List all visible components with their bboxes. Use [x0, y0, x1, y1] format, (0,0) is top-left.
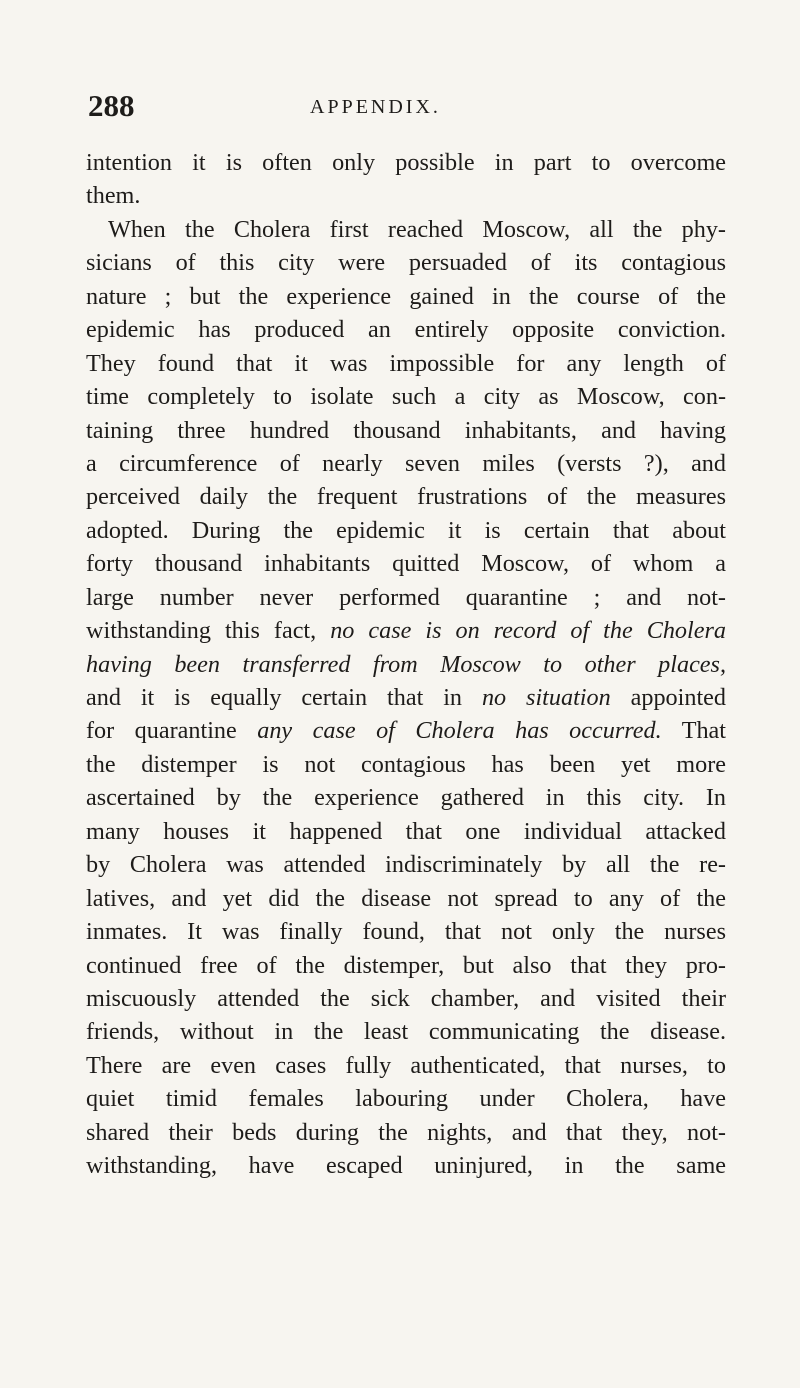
text-line	[86, 1049, 726, 1082]
text-line	[86, 748, 726, 781]
text-segment: and it is equally certain that in	[86, 684, 482, 711]
text-line	[86, 179, 726, 212]
text-line	[86, 280, 726, 313]
italic-text: no situation	[481, 684, 611, 711]
text-segment: adopted. During the epidemic it is certain that about	[86, 516, 726, 544]
text-line	[86, 815, 726, 848]
text-segment: forty thousand inhabitants quitted Moscow, of whom a	[86, 550, 726, 578]
text-segment: perceived daily the frequent frustrations of the measures	[86, 483, 726, 511]
text-line	[86, 848, 726, 881]
text-line	[86, 882, 726, 915]
text-segment: appointed	[610, 684, 726, 711]
text-line	[86, 547, 726, 580]
text-line	[86, 614, 726, 647]
text-segment: a circumference of nearly seven miles (versts ?), and	[86, 449, 726, 477]
text-segment: many houses it happened that one individual attacked	[86, 817, 726, 845]
text-line	[86, 915, 726, 948]
text-segment: large number never performed quarantine ; and not-	[86, 583, 726, 611]
text-segment: continued free of the distemper, but also that they pro-	[86, 951, 726, 979]
text-segment: withstanding this fact,	[86, 617, 331, 645]
text-segment: taining three hundred thousand inhabitants, and having	[86, 416, 726, 444]
text-line	[86, 146, 726, 179]
text-line	[86, 447, 726, 480]
text-line	[86, 1015, 726, 1048]
italic-text: any case of Cholera has occurred.	[257, 717, 662, 745]
text-line	[86, 1149, 726, 1182]
text-line	[86, 414, 726, 447]
text-line	[86, 581, 726, 614]
italic-text: having been transferred from Moscow to other places,	[86, 650, 726, 678]
text-segment: quiet timid females labouring under Cholera, have	[86, 1085, 726, 1113]
text-line	[86, 313, 726, 346]
italic-text: no case is on record of the Cholera	[330, 617, 726, 645]
text-line	[86, 213, 726, 246]
page-number: 288	[88, 88, 135, 123]
running-head: APPENDIX.	[310, 96, 441, 118]
text-segment: When the Cholera first reached Moscow, all the phy-	[108, 215, 726, 243]
text-line	[86, 681, 726, 714]
text-segment: There are even cases fully authenticated, that nurses, to	[86, 1051, 726, 1079]
text-line	[86, 949, 726, 982]
text-segment: by Cholera was attended indiscriminately by all the re-	[86, 851, 726, 879]
text-line	[86, 714, 726, 747]
text-segment: That	[661, 717, 727, 745]
text-line	[86, 1116, 726, 1149]
text-segment: time completely to isolate such a city as Moscow, con-	[86, 383, 726, 411]
text-line	[86, 246, 726, 279]
text-segment: for quarantine	[86, 717, 258, 745]
text-segment: intention it is often only possible in part to overcome	[86, 149, 726, 176]
text-segment: the distemper is not contagious has been yet more	[86, 750, 726, 778]
text-segment: epidemic has produced an entirely opposite conviction.	[86, 316, 726, 344]
text-segment: ascertained by the experience gathered in this city. In	[86, 784, 726, 812]
text-segment: miscuously attended the sick chamber, and visited their	[86, 984, 726, 1012]
text-line	[86, 781, 726, 814]
text-segment: them.	[86, 182, 141, 210]
text-line	[86, 982, 726, 1015]
text-segment: inmates. It was finally found, that not only the nurses	[86, 918, 726, 946]
text-line	[86, 1082, 726, 1115]
text-segment: nature ; but the experience gained in the course of the	[86, 282, 726, 310]
text-segment: They found that it was impossible for any length of	[86, 349, 726, 377]
text-line	[86, 380, 726, 413]
body-text	[86, 146, 726, 1183]
text-segment: shared their beds during the nights, and that they, not-	[86, 1118, 726, 1146]
text-line	[86, 648, 726, 681]
text-segment: sicians of this city were persuaded of its contagious	[86, 249, 726, 277]
text-line	[86, 514, 726, 547]
text-line	[86, 347, 726, 380]
text-segment: friends, without in the least communicating the disease.	[86, 1018, 726, 1046]
page-header	[88, 88, 688, 124]
text-line	[86, 480, 726, 513]
text-segment: withstanding, have escaped uninjured, in the same	[86, 1152, 726, 1180]
text-segment: latives, and yet did the disease not spread to any of the	[86, 884, 726, 912]
